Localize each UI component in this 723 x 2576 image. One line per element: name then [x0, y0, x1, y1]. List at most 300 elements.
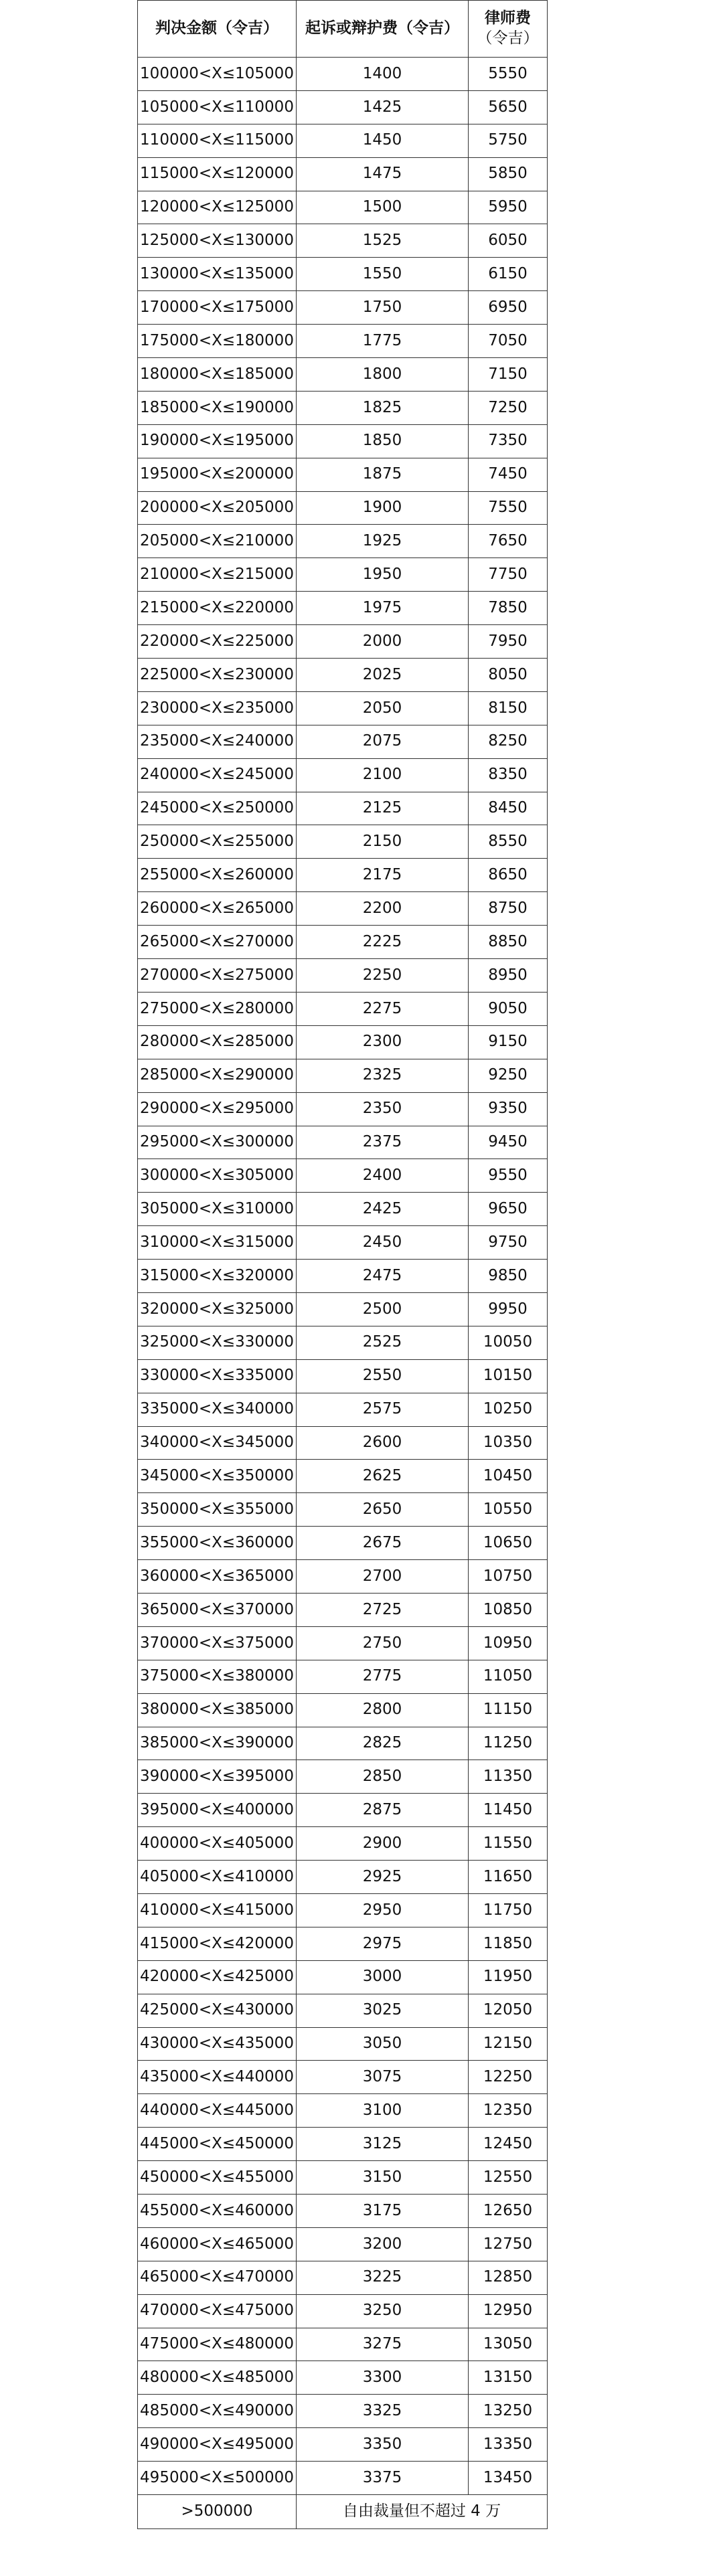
cell-filing-fee: 1400: [297, 58, 469, 91]
table-row: [138, 758, 548, 792]
cell-filing-fee: 2675: [297, 1527, 469, 1560]
table-row: [138, 2428, 548, 2462]
cell-filing-fee: 1775: [297, 325, 469, 358]
cell-judgment-range: 130000<X≤135000: [138, 258, 297, 291]
cell-filing-fee: 2275: [297, 992, 469, 1025]
table-row: [138, 1092, 548, 1126]
cell-judgment-range: 385000<X≤390000: [138, 1727, 297, 1760]
table-row: [138, 926, 548, 959]
cell-filing-fee: 2725: [297, 1593, 469, 1626]
cell-judgment-range: 235000<X≤240000: [138, 725, 297, 758]
cell-judgment-range: 255000<X≤260000: [138, 859, 297, 892]
cell-lawyer-fee: 9950: [469, 1292, 548, 1326]
cell-judgment-range: 310000<X≤315000: [138, 1226, 297, 1260]
header-filing-fee: 起诉或辩护费（令吉）: [297, 1, 469, 58]
table-row: [138, 892, 548, 926]
table-row: [138, 1193, 548, 1226]
table-row: [138, 725, 548, 758]
cell-lawyer-fee: 9450: [469, 1126, 548, 1159]
cell-judgment-range: 405000<X≤410000: [138, 1861, 297, 1894]
cell-judgment-range: 425000<X≤430000: [138, 1994, 297, 2027]
table-row: [138, 1660, 548, 1693]
table-row: [138, 1393, 548, 1426]
cell-judgment-range: 175000<X≤180000: [138, 325, 297, 358]
cell-lawyer-fee: 10150: [469, 1359, 548, 1393]
cell-judgment-range: 370000<X≤375000: [138, 1626, 297, 1660]
cell-filing-fee: 1550: [297, 258, 469, 291]
table-row: [138, 2294, 548, 2328]
table-row: [138, 525, 548, 558]
table-row: [138, 1994, 548, 2027]
cell-lawyer-fee: 7450: [469, 458, 548, 491]
cell-lawyer-fee: 12250: [469, 2061, 548, 2094]
cell-filing-fee: 2225: [297, 926, 469, 959]
table-row: [138, 1226, 548, 1260]
cell-lawyer-fee: 12750: [469, 2227, 548, 2261]
table-row: [138, 691, 548, 725]
cell-judgment-range: 360000<X≤365000: [138, 1560, 297, 1594]
table-row: [138, 2361, 548, 2395]
cell-lawyer-fee: 11550: [469, 1827, 548, 1861]
cell-filing-fee: 2650: [297, 1493, 469, 1527]
cell-lawyer-fee: 9250: [469, 1059, 548, 1092]
cell-lawyer-fee: 9850: [469, 1260, 548, 1293]
table-row: [138, 58, 548, 91]
table-row: [138, 391, 548, 424]
cell-filing-fee: 2200: [297, 892, 469, 926]
cell-judgment-range: 350000<X≤355000: [138, 1493, 297, 1527]
cell-judgment-range: 430000<X≤435000: [138, 2027, 297, 2061]
table-row: [138, 458, 548, 491]
cell-judgment-range: 410000<X≤415000: [138, 1893, 297, 1927]
cell-filing-fee: 2325: [297, 1059, 469, 1092]
cell-filing-fee: 1500: [297, 191, 469, 224]
cell-judgment-range: 240000<X≤245000: [138, 758, 297, 792]
table-row: [138, 157, 548, 191]
cell-lawyer-fee: 11750: [469, 1893, 548, 1927]
cell-judgment-range: 170000<X≤175000: [138, 291, 297, 325]
cell-filing-fee: 2550: [297, 1359, 469, 1393]
cell-judgment-range: 320000<X≤325000: [138, 1292, 297, 1326]
cell-filing-fee: 3075: [297, 2061, 469, 2094]
cell-filing-fee: 2350: [297, 1092, 469, 1126]
cell-filing-fee: 1450: [297, 124, 469, 157]
cell-filing-fee: 2875: [297, 1794, 469, 1827]
table-row: [138, 558, 548, 592]
cell-lawyer-fee: 5750: [469, 124, 548, 157]
cell-judgment-range: 305000<X≤310000: [138, 1193, 297, 1226]
cell-filing-fee: 2700: [297, 1560, 469, 1594]
cell-judgment-range: 475000<X≤480000: [138, 2328, 297, 2361]
header-judgment-amount: 判决金额（令吉）: [138, 1, 297, 58]
table-row: [138, 1960, 548, 1994]
cell-lawyer-fee: 11450: [469, 1794, 548, 1827]
cell-lawyer-fee: 8450: [469, 792, 548, 825]
cell-judgment-range: 230000<X≤235000: [138, 691, 297, 725]
cell-filing-fee: 2075: [297, 725, 469, 758]
table-row: [138, 2395, 548, 2428]
header-lawyer-fee-title: 律师费: [485, 9, 531, 27]
table-row: [138, 224, 548, 258]
cell-judgment-range: 285000<X≤290000: [138, 1059, 297, 1092]
cell-lawyer-fee: 13450: [469, 2462, 548, 2495]
cell-filing-fee: 1950: [297, 558, 469, 592]
cell-judgment-range: 265000<X≤270000: [138, 926, 297, 959]
table-row: [138, 592, 548, 625]
cell-lawyer-fee: 8750: [469, 892, 548, 926]
table-row: [138, 2027, 548, 2061]
cell-lawyer-fee: 10250: [469, 1393, 548, 1426]
cell-lawyer-fee: 11250: [469, 1727, 548, 1760]
header-lawyer-fee: [469, 1, 548, 58]
cell-filing-fee: 3100: [297, 2094, 469, 2128]
cell-filing-fee: 1875: [297, 458, 469, 491]
cell-filing-fee: 1750: [297, 291, 469, 325]
table-row: [138, 1159, 548, 1193]
cell-lawyer-fee: 8850: [469, 926, 548, 959]
cell-lawyer-fee: 6150: [469, 258, 548, 291]
cell-judgment-range: 295000<X≤300000: [138, 1126, 297, 1159]
table-row: [138, 291, 548, 325]
cell-lawyer-fee: 6050: [469, 224, 548, 258]
cell-lawyer-fee: 5950: [469, 191, 548, 224]
cell-lawyer-fee: 12950: [469, 2294, 548, 2328]
cell-filing-fee: 1425: [297, 90, 469, 124]
cell-lawyer-fee: 12550: [469, 2161, 548, 2195]
cell-lawyer-fee: 13250: [469, 2395, 548, 2428]
cell-lawyer-fee: 8350: [469, 758, 548, 792]
cell-judgment-range: 395000<X≤400000: [138, 1794, 297, 1827]
table-row: [138, 191, 548, 224]
table-row: [138, 1893, 548, 1927]
cell-filing-fee: 3375: [297, 2462, 469, 2495]
table-row: [138, 659, 548, 692]
table-row: [138, 1059, 548, 1092]
table-row: [138, 2061, 548, 2094]
cell-lawyer-fee: 9350: [469, 1092, 548, 1126]
cell-judgment-range: 455000<X≤460000: [138, 2195, 297, 2228]
cell-judgment-range: 330000<X≤335000: [138, 1359, 297, 1393]
table-row: [138, 959, 548, 993]
cell-filing-fee: 2775: [297, 1660, 469, 1693]
table-row: [138, 491, 548, 525]
cell-lawyer-fee: 11850: [469, 1927, 548, 1960]
cell-judgment-range: 105000<X≤110000: [138, 90, 297, 124]
table-row: [138, 424, 548, 458]
table-footer-row: [138, 2495, 548, 2529]
cell-judgment-range: 340000<X≤345000: [138, 1426, 297, 1460]
cell-lawyer-fee: 9150: [469, 1025, 548, 1059]
cell-filing-fee: 2000: [297, 625, 469, 659]
table-row: [138, 1560, 548, 1594]
table-row: [138, 1493, 548, 1527]
cell-judgment-range: 220000<X≤225000: [138, 625, 297, 659]
cell-filing-fee: 2175: [297, 859, 469, 892]
cell-filing-fee: 2850: [297, 1760, 469, 1794]
cell-judgment-range: 115000<X≤120000: [138, 157, 297, 191]
cell-filing-fee: 2575: [297, 1393, 469, 1426]
cell-judgment-range: 270000<X≤275000: [138, 959, 297, 993]
table-row: [138, 1426, 548, 1460]
cell-filing-fee: 3025: [297, 1994, 469, 2027]
cell-judgment-range: 100000<X≤105000: [138, 58, 297, 91]
cell-lawyer-fee: 8050: [469, 659, 548, 692]
cell-lawyer-fee: 9050: [469, 992, 548, 1025]
table-row: [138, 2227, 548, 2261]
cell-filing-fee: 1900: [297, 491, 469, 525]
table-row: [138, 1292, 548, 1326]
cell-judgment-range: 335000<X≤340000: [138, 1393, 297, 1426]
cell-lawyer-fee: 8950: [469, 959, 548, 993]
cell-judgment-range: 280000<X≤285000: [138, 1025, 297, 1059]
cell-lawyer-fee: 9750: [469, 1226, 548, 1260]
cell-judgment-range: 250000<X≤255000: [138, 825, 297, 859]
table-row: [138, 1760, 548, 1794]
cell-lawyer-fee: 5850: [469, 157, 548, 191]
cell-judgment-range: 445000<X≤450000: [138, 2128, 297, 2161]
cell-filing-fee: 2475: [297, 1260, 469, 1293]
cell-judgment-range: 465000<X≤470000: [138, 2261, 297, 2294]
table-row: [138, 358, 548, 392]
cell-filing-fee: 2500: [297, 1292, 469, 1326]
table-row: [138, 1527, 548, 1560]
cell-judgment-range: 390000<X≤395000: [138, 1760, 297, 1794]
table-row: [138, 2195, 548, 2228]
cell-lawyer-fee: 8150: [469, 691, 548, 725]
cell-filing-fee: 2925: [297, 1861, 469, 1894]
cell-judgment-range: 460000<X≤465000: [138, 2227, 297, 2261]
table-row: [138, 1326, 548, 1359]
table-row: [138, 124, 548, 157]
cell-filing-fee: 2400: [297, 1159, 469, 1193]
cell-lawyer-fee: 7550: [469, 491, 548, 525]
cell-judgment-range: 380000<X≤385000: [138, 1693, 297, 1727]
cell-judgment-range: 440000<X≤445000: [138, 2094, 297, 2128]
cell-judgment-range: 365000<X≤370000: [138, 1593, 297, 1626]
cell-filing-fee: 2250: [297, 959, 469, 993]
table-row: [138, 1927, 548, 1960]
cell-filing-fee: 3000: [297, 1960, 469, 1994]
cell-judgment-range: 375000<X≤380000: [138, 1660, 297, 1693]
cell-filing-fee: 1925: [297, 525, 469, 558]
cell-filing-fee: 3350: [297, 2428, 469, 2462]
cell-filing-fee: 3150: [297, 2161, 469, 2195]
cell-judgment-range: 200000<X≤205000: [138, 491, 297, 525]
cell-filing-fee: 1525: [297, 224, 469, 258]
table-row: [138, 1260, 548, 1293]
table-row: [138, 2161, 548, 2195]
table-row: [138, 625, 548, 659]
cell-filing-fee: 1850: [297, 424, 469, 458]
cell-filing-fee: 2800: [297, 1693, 469, 1727]
cell-lawyer-fee: 10750: [469, 1560, 548, 1594]
cell-lawyer-fee: 12450: [469, 2128, 548, 2161]
table-row: [138, 792, 548, 825]
cell-judgment-range: 420000<X≤425000: [138, 1960, 297, 1994]
cell-lawyer-fee: 9550: [469, 1159, 548, 1193]
cell-filing-fee: 2600: [297, 1426, 469, 1460]
cell-judgment-range: 400000<X≤405000: [138, 1827, 297, 1861]
cell-filing-fee: 3200: [297, 2227, 469, 2261]
cell-lawyer-fee: 9650: [469, 1193, 548, 1226]
table-row: [138, 2128, 548, 2161]
cell-filing-fee: 2625: [297, 1460, 469, 1493]
cell-judgment-range: 125000<X≤130000: [138, 224, 297, 258]
cell-judgment-range: 180000<X≤185000: [138, 358, 297, 392]
cell-filing-fee: 1800: [297, 358, 469, 392]
cell-filing-fee: 1475: [297, 157, 469, 191]
cell-judgment-range: 495000<X≤500000: [138, 2462, 297, 2495]
table-row: [138, 1827, 548, 1861]
cell-lawyer-fee: 7950: [469, 625, 548, 659]
cell-lawyer-fee: 12650: [469, 2195, 548, 2228]
table-row: [138, 1593, 548, 1626]
cell-judgment-range: 435000<X≤440000: [138, 2061, 297, 2094]
table-row: [138, 325, 548, 358]
cell-lawyer-fee: 7850: [469, 592, 548, 625]
cell-lawyer-fee: 10950: [469, 1626, 548, 1660]
cell-judgment-range: 245000<X≤250000: [138, 792, 297, 825]
cell-judgment-range: 110000<X≤115000: [138, 124, 297, 157]
cell-lawyer-fee: 13050: [469, 2328, 548, 2361]
cell-lawyer-fee: 6950: [469, 291, 548, 325]
cell-lawyer-fee: 8550: [469, 825, 548, 859]
cell-lawyer-fee: 10050: [469, 1326, 548, 1359]
cell-filing-fee: 3225: [297, 2261, 469, 2294]
cell-lawyer-fee: 10650: [469, 1527, 548, 1560]
cell-lawyer-fee: 11950: [469, 1960, 548, 1994]
cell-judgment-range: 215000<X≤220000: [138, 592, 297, 625]
cell-judgment-range: 120000<X≤125000: [138, 191, 297, 224]
cell-lawyer-fee: 11350: [469, 1760, 548, 1794]
cell-judgment-range: 205000<X≤210000: [138, 525, 297, 558]
fee-schedule: [137, 0, 547, 2529]
cell-filing-fee: 2450: [297, 1226, 469, 1260]
table-row: [138, 2094, 548, 2128]
cell-filing-fee: 3250: [297, 2294, 469, 2328]
cell-judgment-range: 290000<X≤295000: [138, 1092, 297, 1126]
cell-judgment-range: 195000<X≤200000: [138, 458, 297, 491]
cell-filing-fee: 2950: [297, 1893, 469, 1927]
cell-filing-fee: 1975: [297, 592, 469, 625]
cell-filing-fee: 2100: [297, 758, 469, 792]
cell-lawyer-fee: 12050: [469, 1994, 548, 2027]
table-row: [138, 1861, 548, 1894]
cell-filing-fee: 2975: [297, 1927, 469, 1960]
footer-note: 自由裁量但不超过 4 万: [297, 2495, 548, 2529]
table-row: [138, 1359, 548, 1393]
table-row: [138, 825, 548, 859]
cell-lawyer-fee: 5550: [469, 58, 548, 91]
table-row: [138, 1727, 548, 1760]
cell-filing-fee: 2150: [297, 825, 469, 859]
cell-filing-fee: 2525: [297, 1326, 469, 1359]
cell-judgment-range: 190000<X≤195000: [138, 424, 297, 458]
cell-lawyer-fee: 7150: [469, 358, 548, 392]
cell-filing-fee: 2125: [297, 792, 469, 825]
cell-judgment-range: 185000<X≤190000: [138, 391, 297, 424]
cell-lawyer-fee: 8650: [469, 859, 548, 892]
table-row: [138, 2328, 548, 2361]
header-lawyer-fee-unit: （令吉）: [477, 29, 539, 47]
cell-lawyer-fee: 11650: [469, 1861, 548, 1894]
fee-table: [137, 0, 548, 2529]
table-row: [138, 258, 548, 291]
table-row: [138, 2462, 548, 2495]
cell-filing-fee: 2750: [297, 1626, 469, 1660]
table-row: [138, 1794, 548, 1827]
table-row: [138, 1126, 548, 1159]
cell-filing-fee: 1825: [297, 391, 469, 424]
table-body: [138, 58, 548, 2495]
table-row: [138, 1025, 548, 1059]
cell-filing-fee: 3175: [297, 2195, 469, 2228]
cell-filing-fee: 3325: [297, 2395, 469, 2428]
table-row: [138, 859, 548, 892]
cell-filing-fee: 2825: [297, 1727, 469, 1760]
cell-judgment-range: 355000<X≤360000: [138, 1527, 297, 1560]
cell-filing-fee: 3125: [297, 2128, 469, 2161]
table-row: [138, 1626, 548, 1660]
cell-lawyer-fee: 10550: [469, 1493, 548, 1527]
cell-lawyer-fee: 7250: [469, 391, 548, 424]
cell-lawyer-fee: 12350: [469, 2094, 548, 2128]
cell-judgment-range: 490000<X≤495000: [138, 2428, 297, 2462]
cell-judgment-range: 260000<X≤265000: [138, 892, 297, 926]
cell-lawyer-fee: 7750: [469, 558, 548, 592]
table-row: [138, 992, 548, 1025]
cell-filing-fee: 2050: [297, 691, 469, 725]
cell-filing-fee: 2025: [297, 659, 469, 692]
cell-lawyer-fee: 13350: [469, 2428, 548, 2462]
table-header-row: [138, 1, 548, 58]
table-row: [138, 90, 548, 124]
cell-filing-fee: 2900: [297, 1827, 469, 1861]
cell-judgment-range: 325000<X≤330000: [138, 1326, 297, 1359]
cell-lawyer-fee: 10850: [469, 1593, 548, 1626]
cell-lawyer-fee: 7650: [469, 525, 548, 558]
cell-judgment-range: 300000<X≤305000: [138, 1159, 297, 1193]
cell-lawyer-fee: 12850: [469, 2261, 548, 2294]
cell-lawyer-fee: 11050: [469, 1660, 548, 1693]
cell-judgment-range: 480000<X≤485000: [138, 2361, 297, 2395]
cell-filing-fee: 3275: [297, 2328, 469, 2361]
table-row: [138, 1460, 548, 1493]
cell-filing-fee: 3300: [297, 2361, 469, 2395]
cell-filing-fee: 2375: [297, 1126, 469, 1159]
cell-judgment-range: 450000<X≤455000: [138, 2161, 297, 2195]
table-row: [138, 1693, 548, 1727]
cell-lawyer-fee: 10350: [469, 1426, 548, 1460]
cell-judgment-range: 415000<X≤420000: [138, 1927, 297, 1960]
table-row: [138, 2261, 548, 2294]
cell-filing-fee: 3050: [297, 2027, 469, 2061]
footer-range: >500000: [138, 2495, 297, 2529]
cell-filing-fee: 2300: [297, 1025, 469, 1059]
cell-lawyer-fee: 7050: [469, 325, 548, 358]
cell-lawyer-fee: 8250: [469, 725, 548, 758]
cell-lawyer-fee: 13150: [469, 2361, 548, 2395]
cell-judgment-range: 275000<X≤280000: [138, 992, 297, 1025]
cell-judgment-range: 485000<X≤490000: [138, 2395, 297, 2428]
cell-judgment-range: 470000<X≤475000: [138, 2294, 297, 2328]
cell-judgment-range: 315000<X≤320000: [138, 1260, 297, 1293]
cell-lawyer-fee: 11150: [469, 1693, 548, 1727]
cell-judgment-range: 225000<X≤230000: [138, 659, 297, 692]
cell-filing-fee: 2425: [297, 1193, 469, 1226]
cell-lawyer-fee: 10450: [469, 1460, 548, 1493]
cell-lawyer-fee: 7350: [469, 424, 548, 458]
